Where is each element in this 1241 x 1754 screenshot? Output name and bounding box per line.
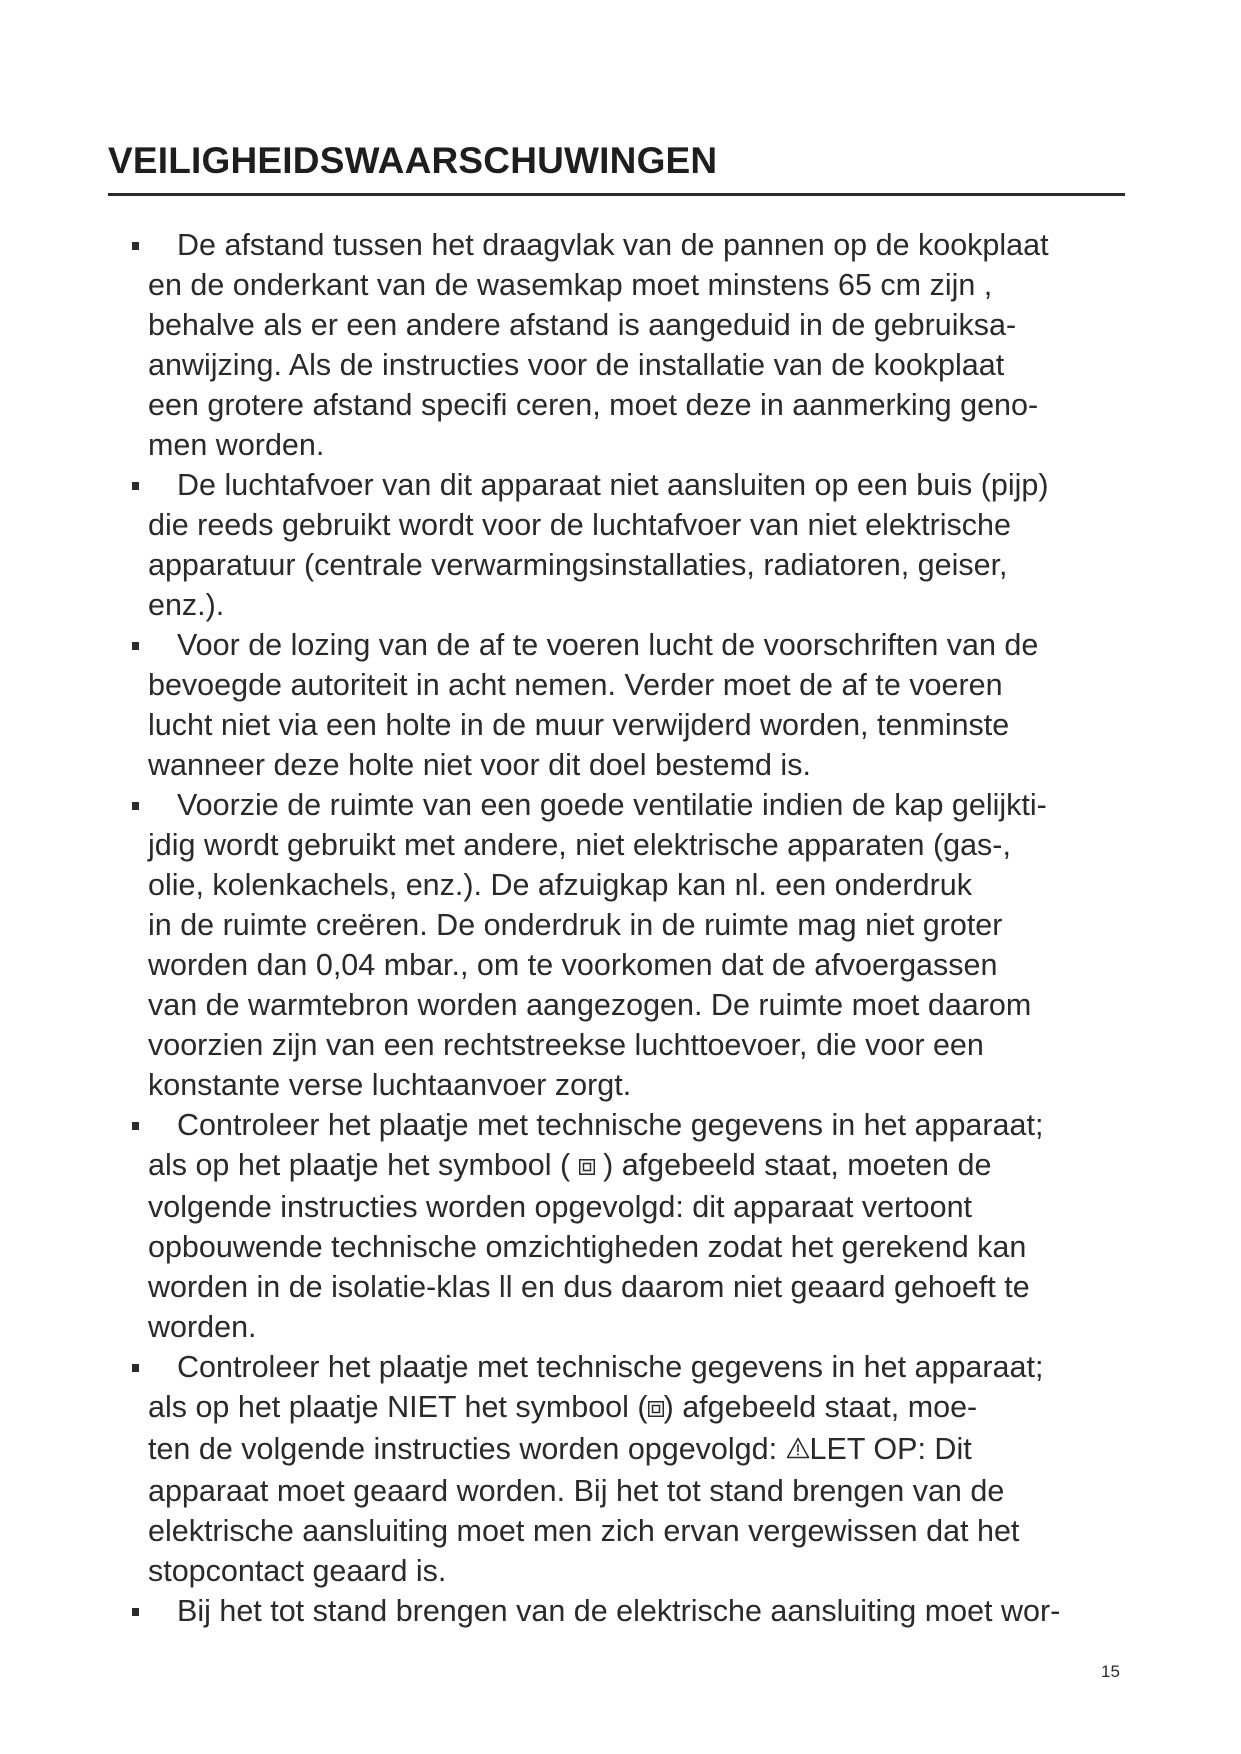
item-text-line: worden. [148, 1309, 257, 1344]
bullet-icon [132, 1122, 139, 1130]
item-text-segment: als op het plaatje NIET het symbool ( [148, 1389, 648, 1424]
item-text-segment: als op het plaatje het symbool ( [148, 1148, 579, 1182]
item-text-line: Controleer het plaatje met technische gegevens in het apparaat; [177, 1349, 1044, 1384]
item-text-line: bevoegde autoriteit in acht nemen. Verder moet de af te voeren [148, 668, 1003, 702]
bullet-icon [132, 802, 139, 810]
bullet-icon [132, 1608, 139, 1616]
warning-triangle-icon [786, 1429, 810, 1469]
item-text-line: apparatuur (centrale verwarmingsinstallaties, radiatoren, geiser, [148, 548, 1008, 582]
bullet-icon [132, 642, 139, 650]
item-text-line [148, 1387, 1182, 1429]
item-text-segment: ) afgebeeld staat, moeten de [594, 1148, 992, 1182]
item-text-segment: ten de volgende instructies worden opgevolgd: [148, 1431, 786, 1466]
double-insulation-icon [648, 1387, 664, 1427]
item-text-line: lucht niet via een holte in de muur verwijderd worden, tenminste [148, 708, 1010, 742]
item-text-line: van de warmtebron worden aangezogen. De ruimte moet daarom [148, 988, 1032, 1022]
item-text-line: behalve als er een andere afstand is aangeduid in de gebruiksa- [148, 308, 1017, 342]
item-text-segment: ) afgebeeld staat, moe- [663, 1389, 978, 1424]
item-text-line: en de onderkant van de wasemkap moet minstens 65 cm zijn , [148, 268, 993, 302]
page-number: 15 [1101, 1662, 1120, 1681]
item-text-line: wanneer deze holte niet voor dit doel bestemd is. [148, 748, 811, 782]
bullet-icon [132, 1364, 139, 1372]
bullet-icon [132, 482, 139, 490]
item-text-line: De afstand tussen het draagvlak van de pannen op de kookplaat [177, 228, 1049, 262]
title-underline [108, 193, 1125, 196]
list-item [132, 1591, 1182, 1631]
item-text-line [148, 1429, 1182, 1471]
item-text-line: men worden. [148, 428, 325, 462]
item-text-line: anwijzing. Als de instructies voor de installatie van de kookplaat [148, 348, 1005, 382]
list-item [132, 1347, 1182, 1591]
item-text-line: De luchtafvoer van dit apparaat niet aansluiten op een buis (pijp) [177, 468, 1049, 502]
double-insulation-icon [579, 1145, 595, 1185]
item-text-line: opbouwende technische omzichtigheden zodat het gerekend kan [148, 1229, 1027, 1264]
safety-warnings-list [132, 225, 1182, 1631]
item-text-line: jdig wordt gebruikt met andere, niet elektrische apparaten (gas-, [148, 828, 1011, 862]
item-text-line: Voor de lozing van de af te voeren lucht de voorschriften van de [177, 628, 1039, 662]
item-text-line [148, 1145, 1182, 1187]
item-text-segment: LET OP: Dit [809, 1431, 972, 1466]
item-text-line: die reeds gebruikt wordt voor de luchtafvoer van niet elektrische [148, 508, 1011, 542]
item-text-line: stopcontact geaard is. [148, 1553, 447, 1588]
item-text-line: een grotere afstand specifi ceren, moet deze in aanmerking geno- [148, 388, 1039, 422]
bullet-icon [132, 242, 139, 250]
item-text-line: in de ruimte creëren. De onderdruk in de ruimte mag niet groter [148, 908, 1003, 942]
list-item [132, 1105, 1182, 1347]
list-item [132, 225, 1182, 465]
item-text-line: konstante verse luchtaanvoer zorgt. [148, 1068, 632, 1102]
item-text-line: Voorzie de ruimte van een goede ventilatie indien de kap gelijkti- [177, 788, 1047, 822]
item-text-line: enz.). [148, 588, 225, 622]
item-text-line: olie, kolenkachels, enz.). De afzuigkap kan nl. een onderdruk [148, 868, 972, 902]
item-text-line: voorzien zijn van een rechtstreekse luchttoevoer, die voor een [148, 1028, 984, 1062]
item-text-line: Bij het tot stand brengen van de elektrische aansluiting moet wor- [177, 1593, 1061, 1628]
item-text-line: worden in de isolatie-klas ll en dus daarom niet geaard gehoeft te [148, 1269, 1030, 1304]
page-title: VEILIGHEIDSWAARSCHUWINGEN [108, 140, 718, 181]
item-text-line: worden dan 0,04 mbar., om te voorkomen dat de afvoergassen [148, 948, 998, 982]
list-item [132, 785, 1182, 1105]
item-text-line: elektrische aansluiting moet men zich ervan vergewissen dat het [148, 1513, 1020, 1548]
item-text-line: apparaat moet geaard worden. Bij het tot stand brengen van de [148, 1473, 1005, 1508]
list-item [132, 625, 1182, 785]
item-text-line: Controleer het plaatje met technische gegevens in het apparaat; [177, 1108, 1044, 1142]
item-text-line: volgende instructies worden opgevolgd: dit apparaat vertoont [148, 1189, 973, 1224]
list-item [132, 465, 1182, 625]
